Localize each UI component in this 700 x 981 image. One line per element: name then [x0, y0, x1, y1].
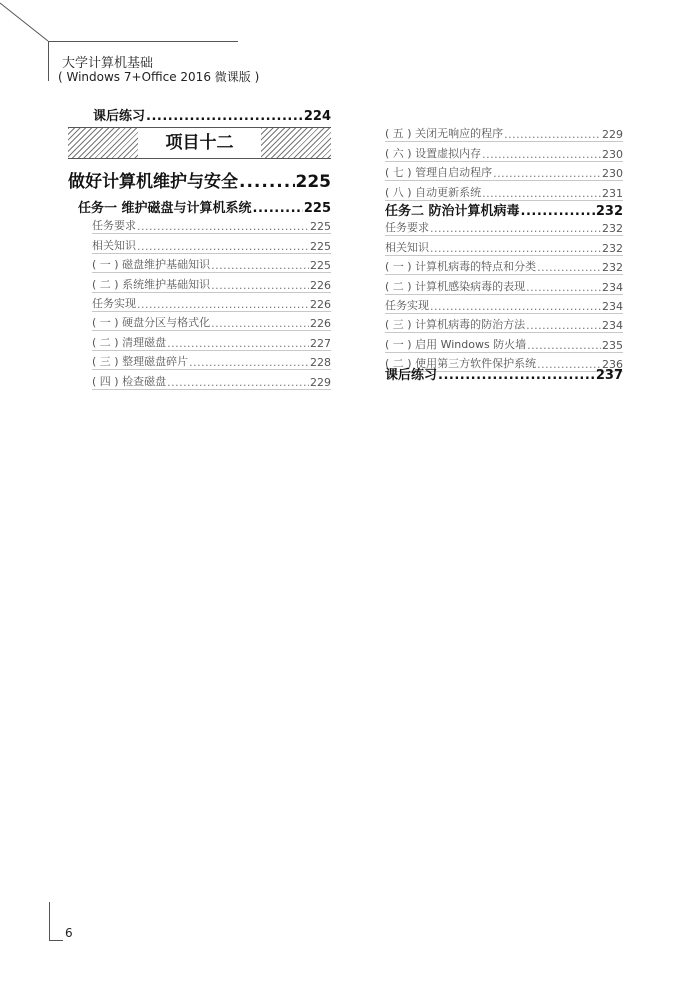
toc-list-left: [92, 215, 331, 390]
toc-subentry-title: ( 二 ) 计算机感染病毒的表现: [385, 279, 526, 293]
footer-horizontal-rule: [49, 940, 63, 941]
toc-subentry[interactable]: [92, 293, 331, 312]
toc-leader: [211, 259, 309, 272]
toc-subentry-page: 226: [310, 317, 331, 331]
toc-leader: [537, 261, 601, 274]
task-title: 任务一 维护磁盘与计算机系统: [78, 201, 252, 216]
footer-vertical-rule: [49, 902, 50, 940]
toc-page: 237: [595, 368, 623, 383]
toc-subentry[interactable]: [385, 314, 623, 333]
book-subtitle: ( Windows 7+Office 2016 微课版 ): [58, 70, 260, 84]
toc-list-right-b: [385, 217, 623, 372]
toc-leader: [438, 368, 595, 383]
toc-subentry-title: ( 二 ) 系统维护基础知识: [92, 277, 211, 291]
toc-leader: [493, 167, 601, 180]
toc-leader: [253, 201, 303, 216]
toc-subentry-page: 227: [310, 336, 331, 350]
toc-subentry-title: ( 三 ) 计算机病毒的防治方法: [385, 318, 526, 332]
book-title: 大学计算机基础: [62, 56, 154, 71]
toc-subentry-title: 相关知识: [385, 240, 429, 254]
chapter-heading[interactable]: [68, 168, 331, 192]
toc-subentry[interactable]: [385, 333, 623, 352]
toc-leader: [526, 281, 601, 294]
task-title: 任务二 防治计算机病毒: [385, 204, 520, 219]
toc-subentry[interactable]: [92, 254, 331, 273]
toc-subentry-title: ( 一 ) 计算机病毒的特点和分类: [385, 260, 537, 274]
project-title: 项目十二: [165, 133, 234, 153]
chapter-page: 225: [295, 172, 331, 192]
toc-task-2[interactable]: [385, 198, 623, 219]
toc-subentry-title: ( 五 ) 关闭无响应的程序: [385, 127, 504, 141]
toc-leader: [189, 356, 309, 369]
chapter-title: 做好计算机维护与安全: [68, 172, 238, 192]
toc-subentry-page: 229: [602, 128, 623, 142]
toc-subentry-page: 234: [602, 319, 623, 333]
toc-subentry-title: ( 三 ) 整理磁盘碎片: [92, 355, 189, 369]
toc-subentry-title: ( 四 ) 检查磁盘: [92, 374, 167, 388]
toc-subentry[interactable]: [92, 312, 331, 331]
header-vertical-rule: [48, 41, 49, 81]
toc-subentry-page: 232: [602, 241, 623, 255]
toc-subentry-title: ( 二 ) 使用第三方软件保护系统: [385, 357, 537, 371]
toc-leader: [137, 298, 309, 311]
toc-subentry[interactable]: [385, 295, 623, 314]
toc-subentry-page: 234: [602, 299, 623, 313]
toc-leader: [167, 376, 309, 389]
toc-subentry-title: 任务实现: [92, 296, 136, 310]
toc-subentry-page: 235: [602, 338, 623, 352]
toc-leader: [137, 240, 309, 253]
toc-task-1[interactable]: [78, 195, 331, 216]
toc-subentry[interactable]: [92, 331, 331, 350]
project-rule-bottom: [68, 158, 331, 159]
toc-subentry-title: ( 一 ) 启用 Windows 防火墙: [385, 337, 527, 351]
toc-subentry-title: 任务要求: [92, 219, 136, 233]
header-rule: [48, 41, 238, 42]
header-corner-line: [0, 0, 60, 46]
toc-subentry[interactable]: [385, 256, 623, 275]
toc-subentry[interactable]: [92, 370, 331, 389]
toc-subentry[interactable]: [385, 275, 623, 294]
toc-leader: [430, 300, 601, 313]
toc-subentry-title: ( 一 ) 硬盘分区与格式化: [92, 316, 211, 330]
toc-list-right-a: [385, 123, 623, 201]
toc-subentry-page: 230: [602, 167, 623, 181]
toc-subentry-title: ( 二 ) 清理磁盘: [92, 335, 167, 349]
toc-subentry-title: ( 七 ) 管理自启动程序: [385, 166, 493, 180]
toc-subentry-page: 229: [310, 375, 331, 389]
toc-subentry[interactable]: [92, 273, 331, 292]
toc-subentry-title: ( 六 ) 设置虚拟内存: [385, 146, 482, 160]
toc-entry-title: 课后练习: [93, 109, 146, 124]
toc-subentry[interactable]: [385, 123, 623, 142]
toc-leader: [430, 242, 601, 255]
banner-stripes-left: [68, 128, 138, 158]
toc-leader: [430, 222, 601, 235]
toc-page: 224: [303, 109, 331, 124]
toc-leader: [526, 319, 601, 332]
task-page: 232: [595, 204, 623, 219]
toc-leader: [146, 109, 303, 124]
toc-subentry-page: 228: [310, 356, 331, 370]
toc-entry-exercises-1[interactable]: [93, 105, 331, 124]
toc-subentry-page: 225: [310, 239, 331, 253]
toc-leader: [211, 317, 309, 330]
toc-subentry-title: 任务实现: [385, 298, 429, 312]
toc-subentry[interactable]: [92, 351, 331, 370]
toc-leader: [211, 279, 309, 292]
toc-leader: [527, 339, 601, 352]
toc-subentry-page: 232: [602, 261, 623, 275]
toc-leader: [504, 128, 601, 141]
toc-leader: [137, 220, 309, 233]
toc-subentry-page: 231: [602, 186, 623, 200]
toc-subentry[interactable]: [385, 236, 623, 255]
toc-subentry-page: 225: [310, 259, 331, 273]
toc-entry-title: 课后练习: [385, 368, 438, 383]
toc-subentry-page: 226: [310, 297, 331, 311]
task-page: 225: [303, 201, 331, 216]
toc-subentry[interactable]: [385, 217, 623, 236]
toc-subentry-title: ( 一 ) 磁盘维护基础知识: [92, 258, 211, 272]
toc-subentry-page: 232: [602, 222, 623, 236]
toc-subentry-page: 226: [310, 278, 331, 292]
toc-subentry[interactable]: [92, 215, 331, 234]
toc-subentry-page: 230: [602, 147, 623, 161]
toc-subentry-title: 相关知识: [92, 238, 136, 252]
toc-leader: [482, 148, 601, 161]
toc-subentry[interactable]: [385, 142, 623, 161]
toc-leader: [239, 172, 295, 192]
toc-subentry-page: 234: [602, 280, 623, 294]
toc-leader: [167, 337, 309, 350]
toc-subentry-page: 236: [602, 358, 623, 372]
toc-subentry[interactable]: [92, 234, 331, 253]
toc-subentry-page: 225: [310, 220, 331, 234]
toc-entry-exercises-2[interactable]: [385, 362, 623, 383]
project-banner: [68, 128, 331, 158]
toc-subentry-title: 任务要求: [385, 221, 429, 235]
page-number: 6: [65, 926, 73, 940]
toc-subentry[interactable]: [385, 162, 623, 181]
toc-subentry-title: ( 八 ) 自动更新系统: [385, 185, 482, 199]
banner-stripes-right: [261, 128, 331, 158]
